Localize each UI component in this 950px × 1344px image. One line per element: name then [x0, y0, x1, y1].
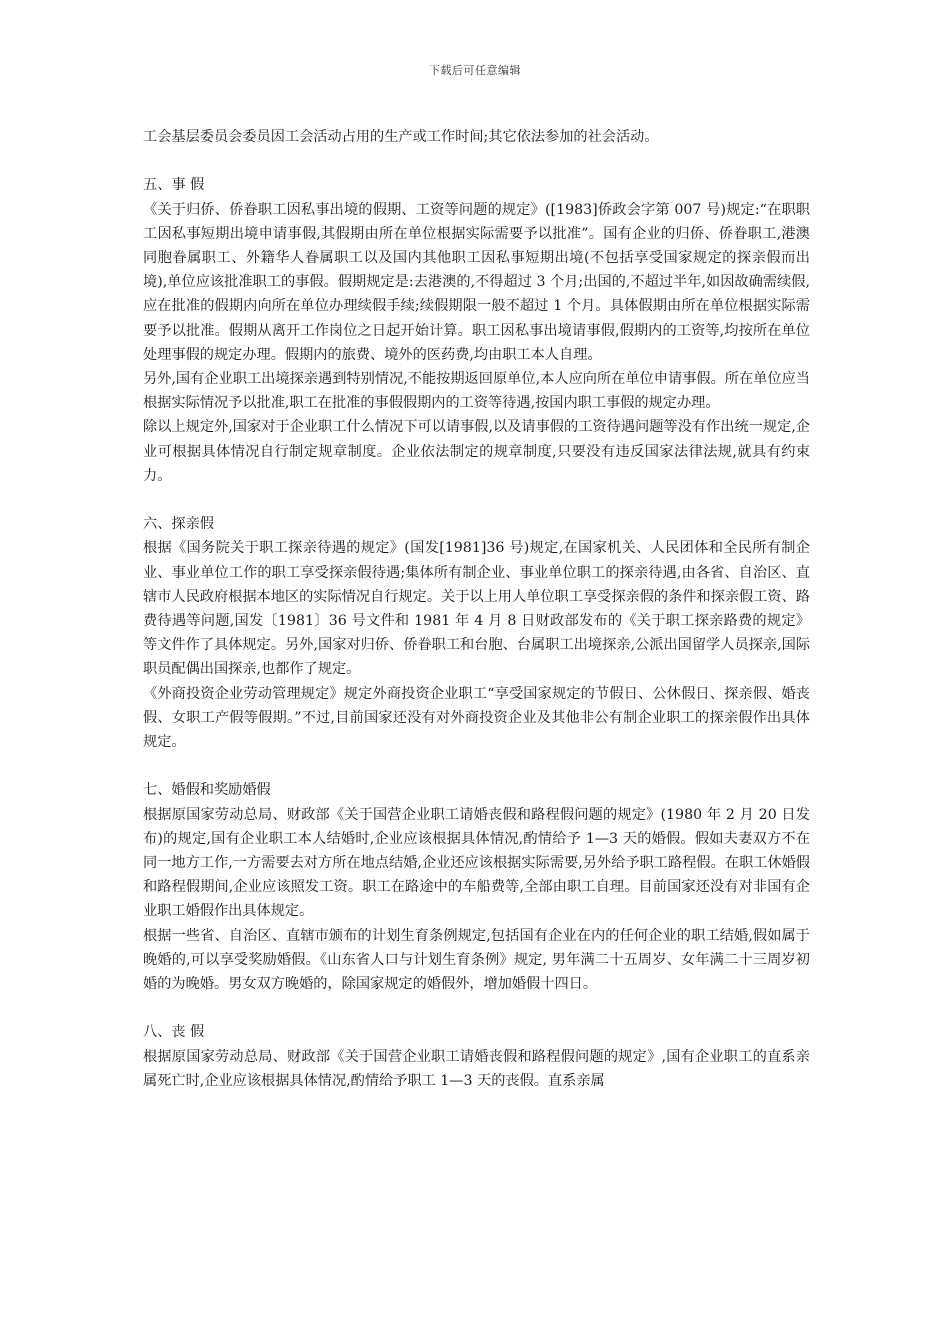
paragraph: 另外,国有企业职工出境探亲遇到特别情况,不能按期返回原单位,本人应向所在单位申请事假。所在单位应当根据实际情况予以批准,职工在批准的事假假期内的工资等待遇,按国内职工事假的规定办理。	[143, 371, 810, 412]
paragraph: 工会基层委员会委员因工会活动占用的生产或工作时间;其它依法参加的社会活动。	[143, 129, 659, 145]
paragraph-gap	[143, 149, 810, 173]
paragraph: 五、事 假	[143, 177, 205, 194]
paragraph-gap	[143, 488, 810, 512]
paragraph: 根据原国家劳动总局、财政部《关于国营企业职工请婚丧假和路程假问题的规定》,国有企业职工的直系亲属死亡时,企业应该根据具体情况,酌情给予职工 1—3 天的丧假。直系亲属	[143, 1048, 810, 1089]
paragraph: 六、探亲假	[143, 516, 214, 533]
paragraph: 《关于归侨、侨眷职工因私事出境的假期、工资等问题的规定》([1983]侨政会字第 007 号)规定:“在职职工因私事短期出境申请事假,其假期由所在单位根据实际需要予以批准”。国有企业的归侨、侨眷职工,港澳同胞眷属职工、外籍华人眷属职工以及国内其他职工因私事短期出境(不包括享受国家规定的探亲假而出境),单位应该批准职工的事假。假期规定是:去港澳的,不得超过 3 个月;出国的,不超过半年,如因故确需续假,应在批准的假期内向所在单位办理续假手续;续假期限一般不超过 1 个月。具体假期由所在单位根据实际需要予以批准。假期从离开工作岗位之日起开始计算。职工因私事出境请事假,假期内的工资等,均按所在单位处理事假的规定办理。假期内的旅费、境外的医药费,均由职工本人自理。	[143, 201, 810, 363]
paragraph: 七、婚假和奖励婚假	[143, 782, 271, 799]
paragraph: 《外商投资企业劳动管理规定》规定外商投资企业职工“享受国家规定的节假日、公休假日、探亲假、婚丧假、女职工产假等假期。”不过,目前国家还没有对外商投资企业及其他非公有制企业职工的探亲假作出具体规定。	[143, 685, 810, 751]
paragraph: 根据原国家劳动总局、财政部《关于国营企业职工请婚丧假和路程假问题的规定》(1980 年 2 月 20 日发布)的规定,国有企业职工本人结婚时,企业应该根据具体情况,酌情给予 1—3 天的婚假。假如夫妻双方不在同一地方工作,一方需要去对方所在地点结婚,企业还应该根据实际需要,另外给予职工路程假。在职工休婚假和路程假期间,企业应该照发工资。职工在路途中的车船费等,全部由职工自理。目前国家还没有对非国有企业职工婚假作出具体规定。	[143, 806, 810, 920]
paragraph: 除以上规定外,国家对于企业职工什么情况下可以请事假,以及请事假的工资待遇问题等没有作出统一规定,企业可根据具体情况自行制定规章制度。企业依法制定的规章制度,只要没有违反国家法律法规,就具有约束力。	[143, 419, 810, 484]
paragraph-gap	[143, 754, 810, 778]
paragraph-gap	[143, 996, 810, 1020]
page-header: 下载后可任意编辑	[429, 64, 521, 77]
paragraph: 根据《国务院关于职工探亲待遇的规定》(国发[1981]36 号)规定,在国家机关、人民团体和全民所有制企业、事业单位工作的职工享受探亲假待遇;集体所有制企业、事业单位职工的探亲待遇,由各省、自治区、直辖市人民政府根据本地区的实际情况自行规定。关于以上用人单位职工享受探亲假的条件和探亲假工资、路费待遇等问题,国发〔1981〕36 号文件和 1981 年 4 月 8 日财政部发布的《关于职工探亲路费的规定》等文件作了具体规定。另外,国家对归侨、侨眷职工和台胞、台属职工出境探亲,公派出国留学人员探亲,国际职员配偶出国探亲,也都作了规定。	[143, 540, 810, 678]
paragraph: 根据一些省、自治区、直辖市颁布的计划生育条例规定,包括国有企业在内的任何企业的职工结婚,假如属于晚婚的,可以享受奖励婚假。《山东省人口与计划生育条例》规定, 男年满二十五周岁、女年满二十三周岁初婚的为晚婚。男女双方晚婚的，除国家规定的婚假外，增加婚假十四日。	[143, 927, 810, 993]
paragraph: 八、丧 假	[143, 1024, 205, 1041]
document-body	[143, 125, 810, 1093]
